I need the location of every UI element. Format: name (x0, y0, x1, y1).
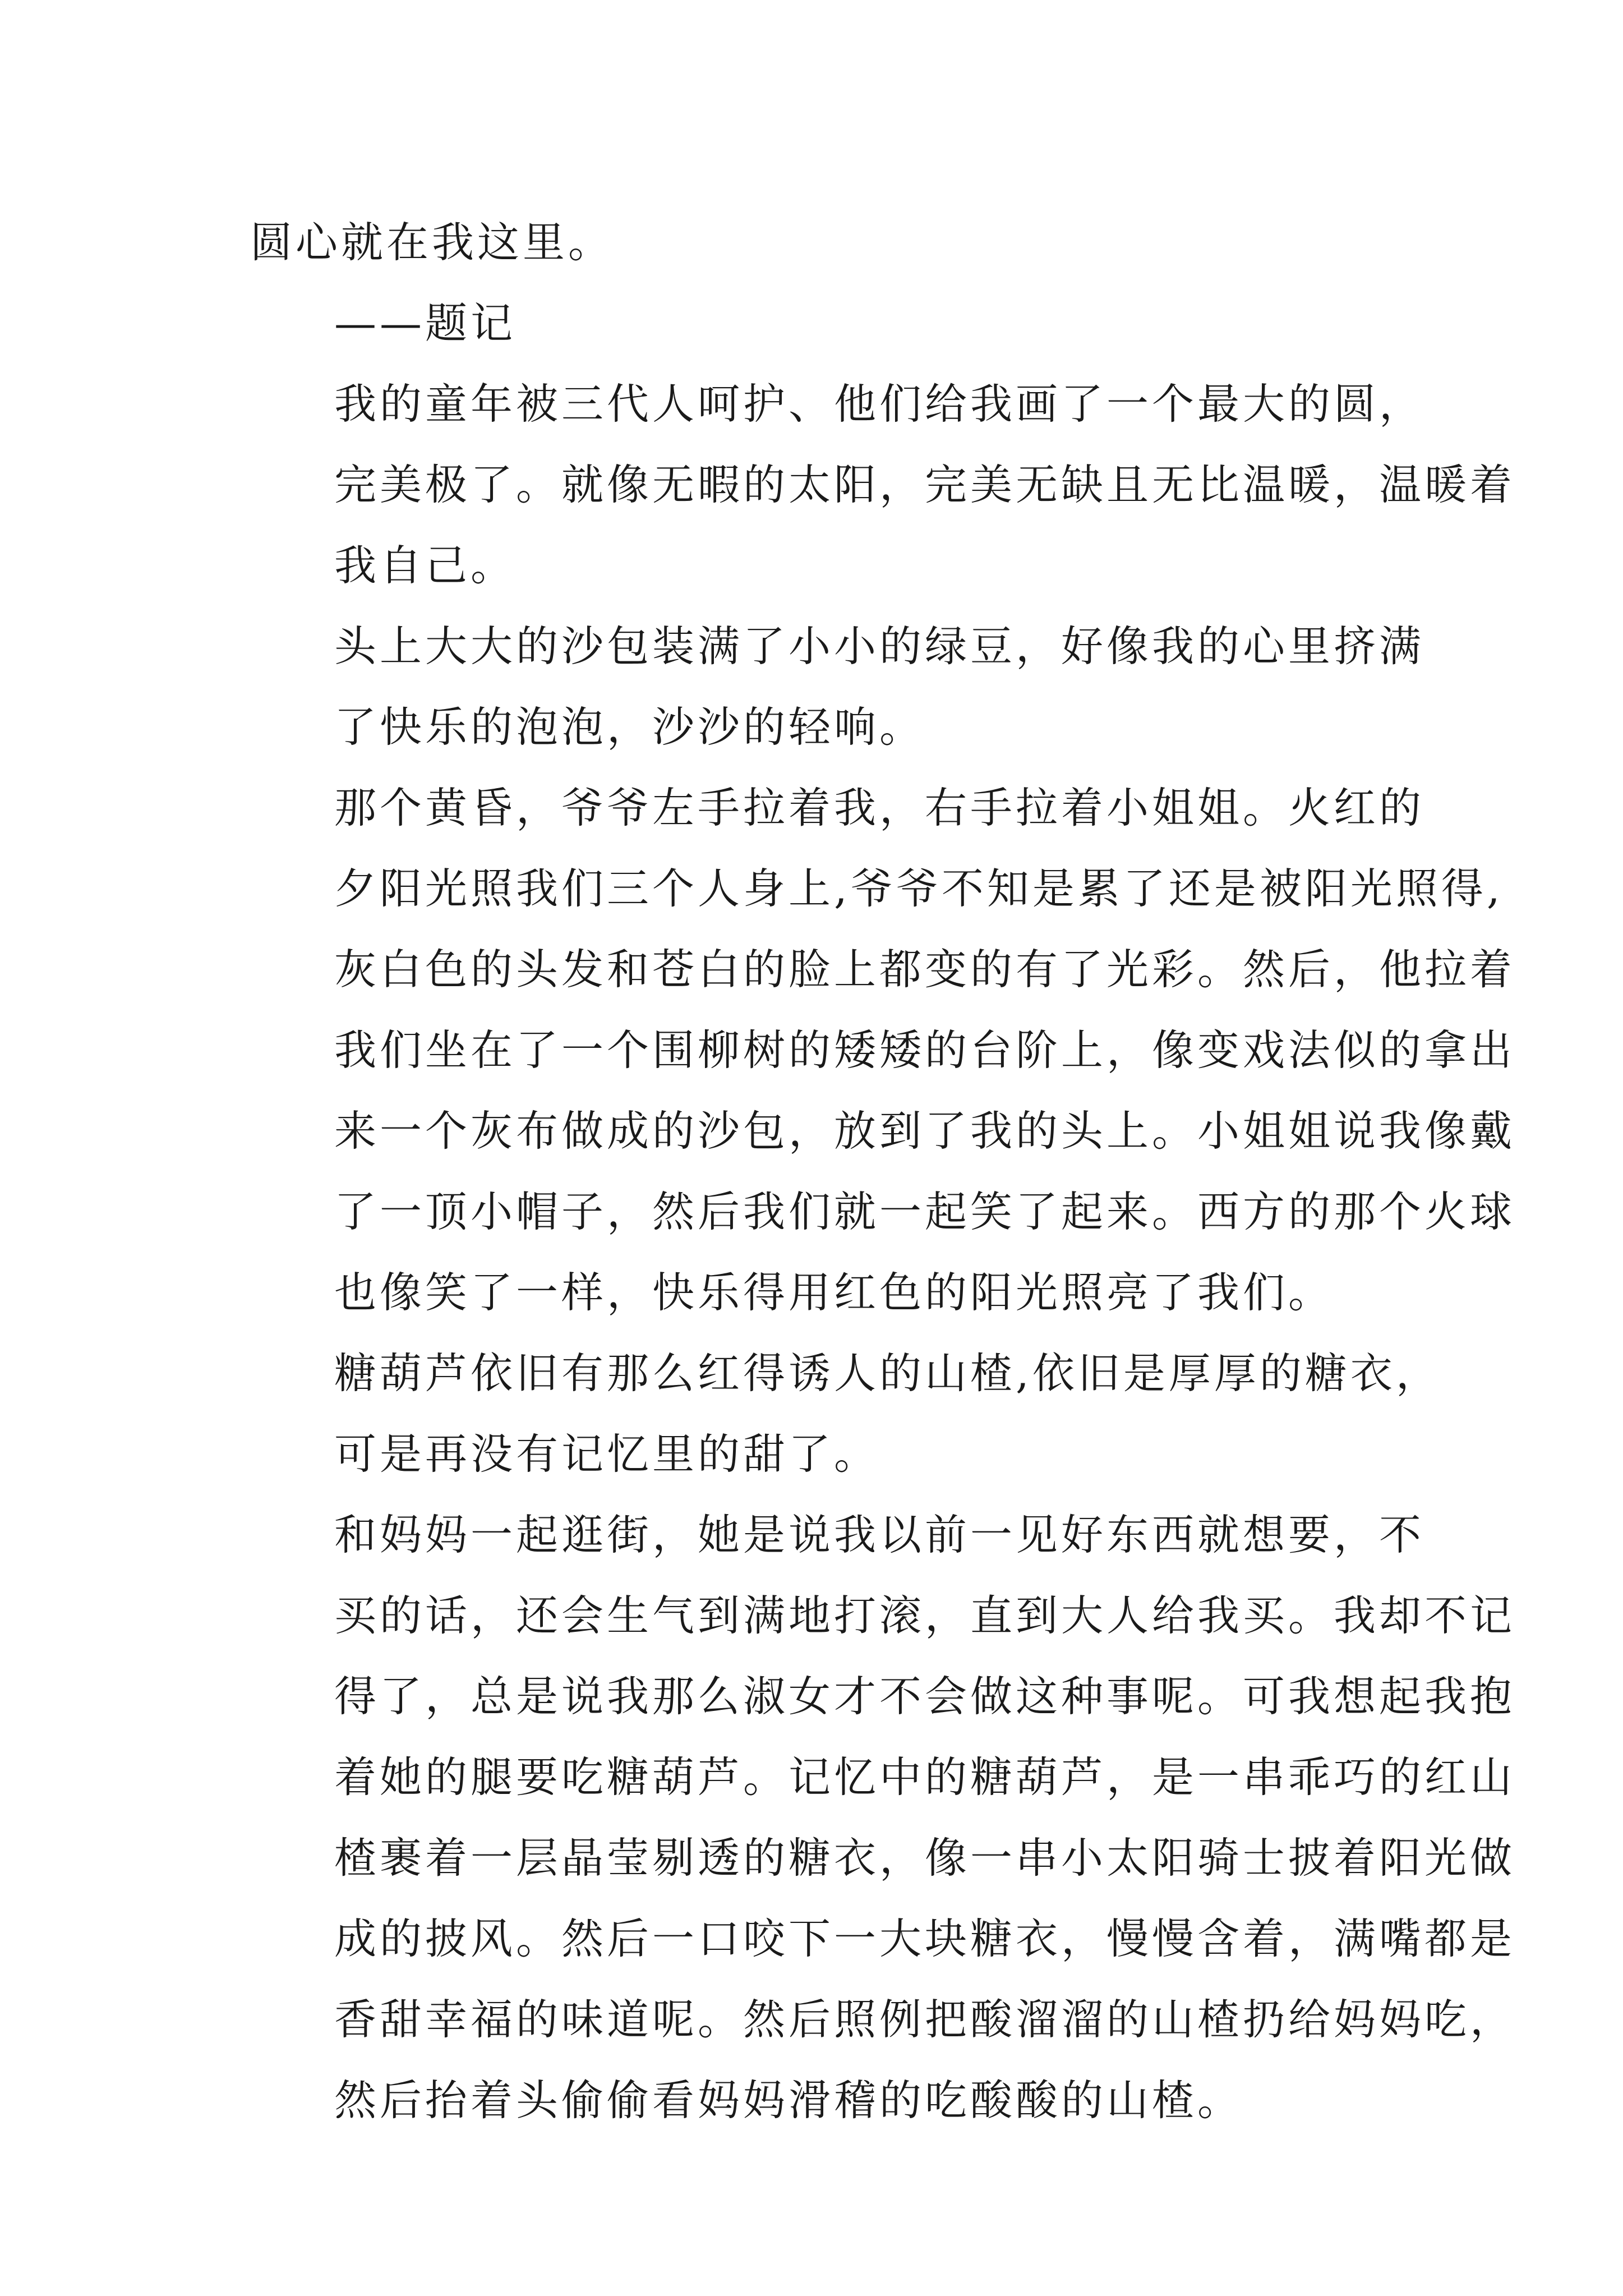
text-line: 可是再没有记忆里的甜了。 (334, 1429, 880, 1479)
text-line: 然后抬着头偷偷看妈妈滑稽的吃酸酸的山楂。 (334, 2076, 1243, 2125)
paragraph (250, 283, 1400, 364)
essay-body (250, 202, 1516, 2141)
text-line: 来一个灰布做成的沙包，放到了我的头上。小姐姐说我像戴 (334, 1106, 1516, 1156)
paragraph (250, 606, 1425, 767)
text-line: 了快乐的泡泡，沙沙的轻响。 (334, 702, 925, 752)
text-line: 买的话，还会生气到满地打滚，直到大人给我买。我却不记 (334, 1591, 1516, 1640)
text-line: 糖葫芦依旧有那么红得诱人的山楂,依旧是厚厚的糖衣， (334, 1349, 1441, 1398)
text-line: 我自己。 (334, 541, 517, 590)
text-line: 灰白色的头发和苍白的脸上都变的有了光彩。然后，他拉着 (334, 945, 1516, 994)
text-line: 头上大大的沙包装满了小小的绿豆，好像我的心里挤满 (334, 622, 1425, 671)
text-line: 我们坐在了一个围柳树的矮矮的台阶上，像变戏法似的拿出 (334, 1025, 1516, 1075)
paragraph (250, 364, 1516, 606)
text-line: 也像笑了一样，快乐得用红色的阳光照亮了我们。 (334, 1268, 1334, 1317)
text-line: 那个黄昏，爷爷左手拉着我，右手拉着小姐姐。火红的 (334, 783, 1425, 832)
text-line: 了一顶小帽子，然后我们就一起笑了起来。西方的那个火球 (334, 1187, 1516, 1236)
text-line: 和妈妈一起逛街，她是说我以前一见好东西就想要，不 (334, 1510, 1425, 1559)
text-line: 夕阳光照我们三个人身上,爷爷不知是累了还是被阳光照得, (334, 864, 1504, 913)
text-line: 着她的腿要吃糖葫芦。记忆中的糖葫芦，是一串乖巧的红山 (334, 1752, 1516, 1802)
paragraph (250, 1333, 1441, 1494)
text-line: 完美极了。就像无暇的太阳，完美无缺且无比温暖，温暖着 (334, 460, 1516, 509)
paragraph (250, 1494, 1516, 2141)
text-line: 香甜幸福的味道呢。然后照例把酸溜溜的山楂扔给妈妈吃， (334, 1995, 1516, 2044)
text-line: 楂裹着一层晶莹剔透的糖衣，像一串小太阳骑士披着阳光做 (334, 1833, 1516, 1883)
paragraph (250, 202, 1400, 283)
text-line: ——题记 (334, 298, 517, 348)
text-line: 得了，总是说我那么淑女才不会做这种事呢。可我想起我抱 (334, 1672, 1516, 1721)
text-line: 成的披风。然后一口咬下一大块糖衣，慢慢含着，满嘴都是 (334, 1914, 1516, 1963)
text-line: 我的童年被三代人呵护、他们给我画了一个最大的圆， (334, 379, 1425, 429)
text-line: 圆心就在我这里。 (250, 218, 614, 267)
paragraph (250, 767, 1516, 1333)
